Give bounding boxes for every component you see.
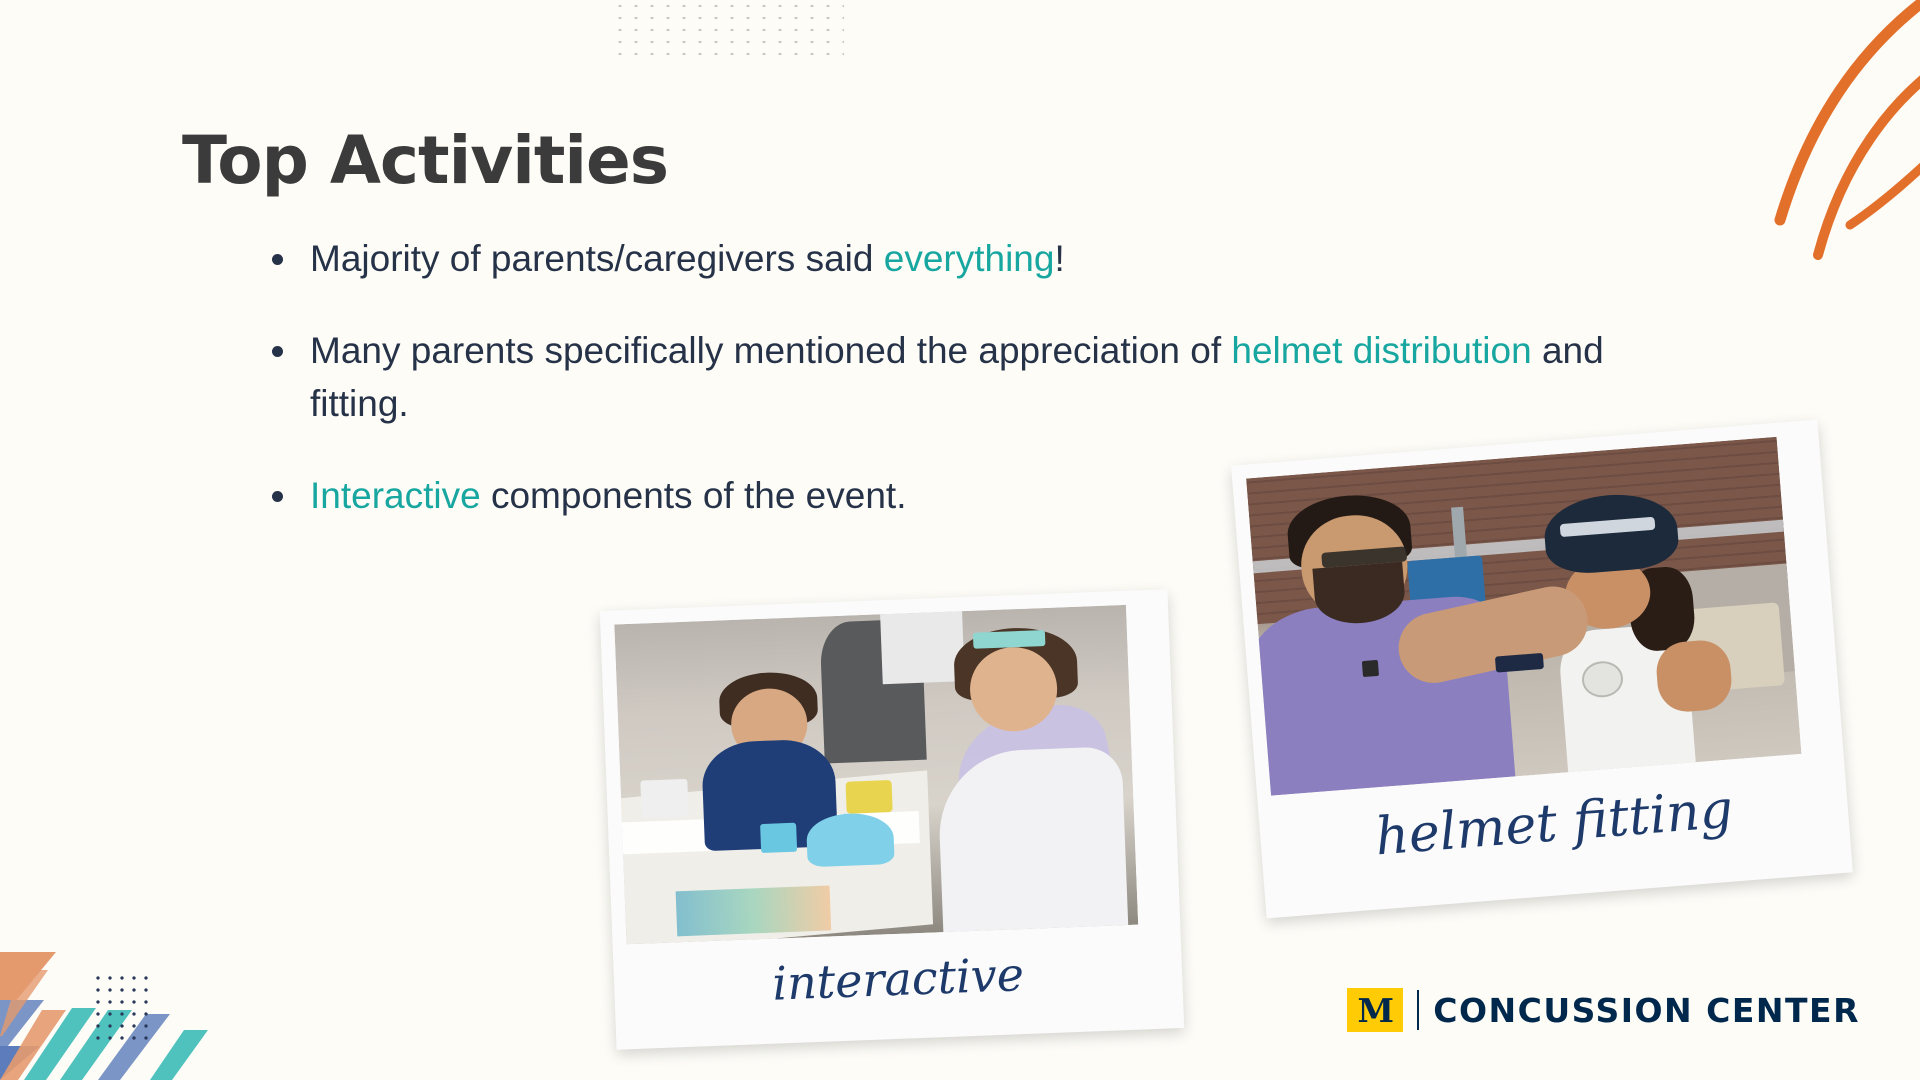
corner-stripes-decoration xyxy=(0,860,330,1080)
bullet-text-part: ! xyxy=(1054,238,1065,279)
michigan-m-icon: M xyxy=(1347,988,1403,1032)
photo-caption-helmet-fitting: helmet fitting xyxy=(1373,779,1736,868)
page-title: Top Activities xyxy=(182,122,669,200)
bullet-text-part: and fitting. xyxy=(310,329,1604,425)
logo-divider xyxy=(1417,990,1419,1030)
bullet-highlight: Interactive xyxy=(310,474,481,516)
list-item xyxy=(258,324,1658,431)
list-item xyxy=(258,232,1658,286)
logo-text: CONCUSSION CENTER xyxy=(1433,990,1860,1030)
photo-card-interactive xyxy=(600,589,1184,1049)
photo-interactive xyxy=(614,605,1138,944)
bullet-text-part: Many parents specifically mentioned the appreciation of xyxy=(310,329,1232,371)
photo-card-helmet-fitting xyxy=(1231,420,1853,919)
dot-grid-decoration-top xyxy=(612,0,844,56)
bullet-text-part: components of the event. xyxy=(480,474,907,516)
photo-caption-interactive: interactive xyxy=(771,947,1025,1011)
photo-helmet-fitting xyxy=(1246,437,1801,796)
bullet-text-part: Majority of parents/caregivers said xyxy=(310,238,884,279)
bullet-highlight: everything xyxy=(883,238,1055,279)
dot-grid-decoration-bottom-left xyxy=(92,972,154,1042)
bullet-highlight: helmet distribution xyxy=(1231,329,1532,371)
logo-concussion-center xyxy=(1347,988,1860,1032)
